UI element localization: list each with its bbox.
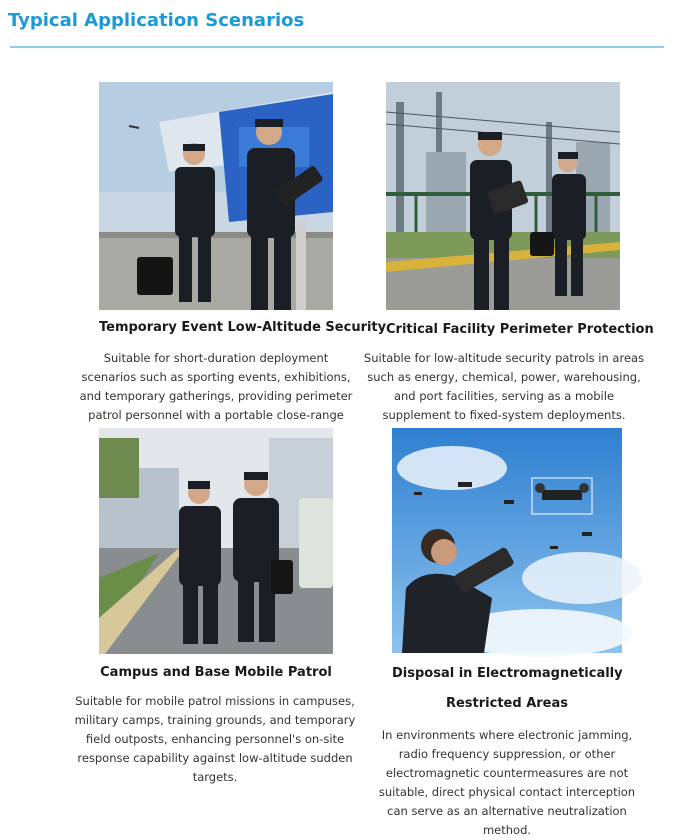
scenario-description: In environments where electronic jamming, radio frequency suppression, or other electromagnetic countermeasures are not suitable, direct physical contact interception can serve as an alternative neutralization method. <box>378 728 636 837</box>
scenario-description: Suitable for mobile patrol missions in campuses, military camps, training grounds, and temporary field outposts, enhancing personnel's on-site response capability against low-altitude sudden targets. <box>74 694 356 784</box>
scenario-image-facility-perimeter <box>386 82 620 310</box>
scenario-image-campus-patrol <box>99 428 333 654</box>
scenario-title-line-1: Disposal in Electromagnetically <box>392 666 623 681</box>
title-divider <box>10 46 664 48</box>
scenario-title-line-2: Restricted Areas <box>445 696 568 711</box>
scenario-title: Campus and Base Mobile Patrol <box>100 665 332 680</box>
scenario-description: Suitable for low-altitude security patrols in areas such as energy, chemical, power, warehousing, and port facilities, serving as a mobile supplement to fixed-system deployments. <box>363 351 645 422</box>
scenario-image-drone-interception <box>392 428 622 653</box>
scenario-description: Suitable for short-duration deployment scenarios such as sporting events, exhibitions, and temporary gatherings, providing perimeter patrol personnel with a portable close-range <box>79 351 353 422</box>
scenario-title: Critical Facility Perimeter Protection <box>386 322 654 337</box>
scenario-title: Temporary Event Low-Altitude Security <box>99 320 387 335</box>
scenario-image-event-security <box>99 82 333 310</box>
section-title: Typical Application Scenarios <box>8 10 305 31</box>
